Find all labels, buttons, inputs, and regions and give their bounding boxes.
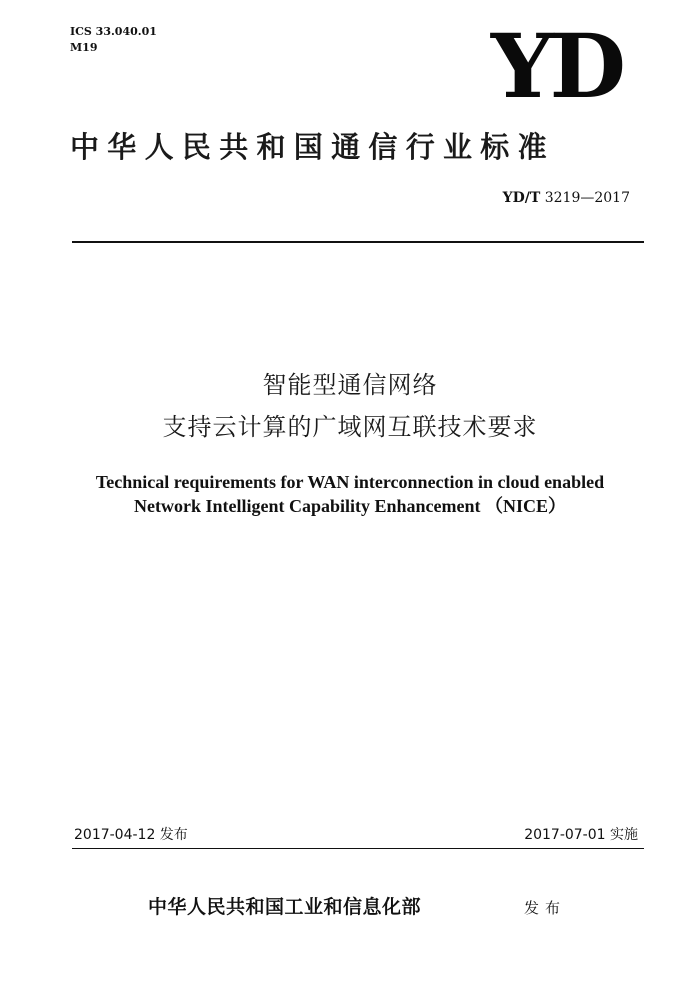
ics-code: ICS 33.040.01 [70, 25, 157, 38]
footer-divider [72, 848, 644, 849]
standard-number [480, 188, 630, 208]
implementation-date: 2017-07-01 实施 [524, 827, 638, 843]
title-en-line1: Technical requirements for WAN interconnection in cloud enabled [95, 472, 605, 492]
standard-number-prefix: YD/T [502, 190, 541, 206]
standard-logo: YD [490, 14, 622, 118]
title-en-line2: Network Intelligent Capability Enhancement （NICE） [133, 496, 566, 516]
issuing-authority: 中华人民共和国工业和信息化部 [148, 896, 422, 918]
standard-number-value: 3219—2017 [540, 190, 630, 206]
organization-header: 中华人民共和国通信行业标准 [70, 130, 555, 164]
publish-date: 2017-04-12 发布 [74, 827, 188, 843]
header-divider [72, 241, 644, 243]
title-cn-line2: 支持云计算的广域网互联技术要求 [162, 413, 538, 441]
issued-label: 发布 [524, 899, 567, 917]
title-cn-line1: 智能型通信网络 [262, 371, 438, 399]
category-code: M19 [70, 41, 98, 54]
